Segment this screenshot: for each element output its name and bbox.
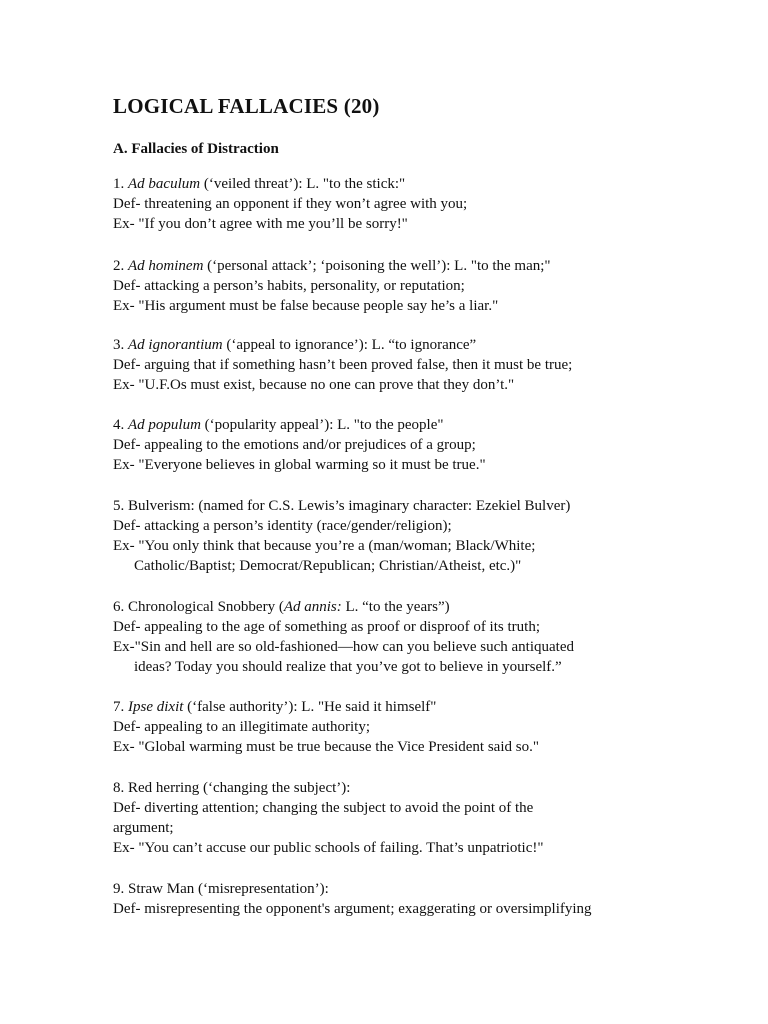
entry-header: [113, 256, 713, 276]
entry-term: Ad ignorantium: [128, 337, 223, 353]
example-line: Ex- "Everyone believes in global warming so it must be true.": [113, 457, 486, 473]
example-line: Ex- "U.F.Os must exist, because no one can prove that they don’t.": [113, 377, 515, 393]
entry-header: [113, 597, 713, 617]
definition-line: Def- attacking a person’s identity (race/gender/religion);: [113, 518, 452, 534]
fallacy-entry-9: [113, 879, 713, 919]
entry-header: [113, 879, 713, 899]
entry-header: [113, 335, 713, 355]
definition-line: Def- threatening an opponent if they won’t agree with you;: [113, 196, 468, 212]
entry-header: [113, 778, 713, 798]
page-title: LOGICAL FALLACIES (20): [113, 94, 380, 118]
entry-header-text: Chronological Snobbery (: [128, 599, 284, 615]
entry-header-text: (‘personal attack’; ‘poisoning the well’): L. "to the man;": [203, 258, 551, 274]
section-heading: A. Fallacies of Distraction: [113, 141, 279, 157]
fallacy-entry-3: [113, 335, 713, 395]
entry-header-text: Red herring (‘changing the subject’):: [128, 780, 351, 796]
entry-header: [113, 174, 713, 194]
entry-header-text: Straw Man (‘misrepresentation’):: [128, 881, 329, 897]
definition-continuation-line: argument;: [113, 820, 174, 836]
fallacy-entry-7: [113, 697, 713, 757]
example-line: Ex- "If you don’t agree with me you’ll be sorry!": [113, 216, 408, 232]
entry-header-text: (‘popularity appeal’): L. "to the people": [200, 417, 444, 433]
entry-term: Ad populum: [128, 417, 201, 433]
example-line: Ex- "His argument must be false because people say he’s a liar.": [113, 298, 499, 314]
entry-header-text: (‘false authority’): L. "He said it himself": [183, 699, 437, 715]
example-line: Ex- "You only think that because you’re a (man/woman; Black/White;: [113, 538, 536, 554]
fallacy-entry-8: [113, 778, 713, 858]
entry-number: 8.: [113, 780, 128, 796]
entry-number: 4.: [113, 417, 128, 433]
entry-number: 9.: [113, 881, 128, 897]
fallacy-entry-6: [113, 597, 713, 677]
definition-line: Def- appealing to an illegitimate authority;: [113, 719, 370, 735]
example-continuation-line: Catholic/Baptist; Democrat/Republican; Christian/Atheist, etc.)": [134, 558, 522, 574]
example-line: Ex- "You can’t accuse our public schools of failing. That’s unpatriotic!": [113, 840, 544, 856]
entry-header: [113, 697, 713, 717]
entry-header-text: (‘appeal to ignorance’): L. “to ignorance”: [222, 337, 477, 353]
entry-header: [113, 496, 713, 516]
example-continuation-line: ideas? Today you should realize that you’ve got to believe in yourself.”: [134, 659, 562, 675]
fallacy-entry-5: [113, 496, 713, 576]
fallacy-entry-4: [113, 415, 713, 475]
entry-term: Ad baculum: [128, 176, 201, 192]
entry-header-text-end: L. “to the years”): [341, 599, 450, 615]
definition-line: Def- attacking a person’s habits, personality, or reputation;: [113, 278, 465, 294]
entry-header-text: (‘veiled threat’): L. "to the stick:": [200, 176, 406, 192]
entry-number: 7.: [113, 699, 128, 715]
entry-header: [113, 415, 713, 435]
entry-number: 3.: [113, 337, 128, 353]
example-line: Ex-"Sin and hell are so old-fashioned—how can you believe such antiquated: [113, 639, 574, 655]
entry-number: 1.: [113, 176, 128, 192]
entry-number: 6.: [113, 599, 128, 615]
entry-term: Ad hominem: [128, 258, 204, 274]
definition-line: Def- diverting attention; changing the subject to avoid the point of the: [113, 800, 534, 816]
definition-line: Def- appealing to the emotions and/or prejudices of a group;: [113, 437, 476, 453]
definition-line: Def- appealing to the age of something as proof or disproof of its truth;: [113, 619, 540, 635]
fallacy-entry-1: [113, 174, 713, 234]
entry-term: Ipse dixit: [128, 699, 184, 715]
entry-term: Ad annis:: [283, 599, 342, 615]
definition-line: Def- arguing that if something hasn’t been proved false, then it must be true;: [113, 357, 573, 373]
document-page: [113, 0, 733, 1024]
definition-line: Def- misrepresenting the opponent's argument; exaggerating or oversimplifying: [113, 901, 592, 917]
example-line: Ex- "Global warming must be true because the Vice President said so.": [113, 739, 539, 755]
entry-number: 5.: [113, 498, 128, 514]
entry-header-text: Bulverism: (named for C.S. Lewis’s imaginary character: Ezekiel Bulver): [128, 498, 571, 514]
entry-number: 2.: [113, 258, 128, 274]
fallacy-entry-2: [113, 256, 713, 316]
